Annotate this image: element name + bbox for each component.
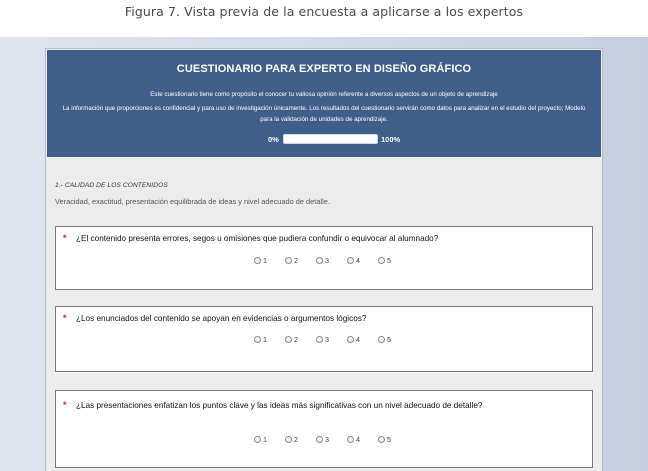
rating-option[interactable]: 5: [378, 256, 402, 266]
question-text-1: ¿El contenido presenta errores, segos u omisiones que pudiera confundir o equivocar al alumnado?: [76, 234, 439, 243]
radio-button[interactable]: [378, 336, 385, 343]
rating-option[interactable]: 5: [378, 435, 402, 445]
required-marker: *: [63, 313, 67, 323]
survey-intro-line-2: La información que proporciones es confidencial y para uso de investigación únicamente. Los resultados del cuestionario servirán como datos para analizar en el estudio del proyecto; Modelo: [62, 105, 586, 112]
rating-option[interactable]: 3: [316, 435, 340, 445]
rating-option[interactable]: 5: [378, 335, 402, 345]
rating-option[interactable]: 2: [285, 435, 309, 445]
section-title: 1.- CALIDAD DE LOS CONTENIDOS: [55, 182, 168, 189]
survey-intro-line-3: para la validación de unidades de aprendizaje.: [260, 116, 388, 123]
question-card-2: [55, 306, 593, 372]
rating-option[interactable]: 1: [254, 256, 278, 266]
rating-option[interactable]: 1: [254, 435, 278, 445]
rating-option[interactable]: 4: [347, 335, 371, 345]
figure-caption: Figura 7. Vista previa de la encuesta a aplicarse a los expertos: [124, 4, 524, 19]
section-description: Veracidad, exactitud, presentación equilibrada de ideas y nivel adecuado de detalle.: [55, 197, 330, 206]
question-card-3: [55, 390, 593, 468]
radio-button[interactable]: [378, 436, 385, 443]
rating-option[interactable]: 3: [316, 335, 340, 345]
rating-option[interactable]: 4: [347, 435, 371, 445]
question-card-1: [55, 226, 593, 290]
radio-button[interactable]: [285, 436, 292, 443]
progress-bar: [283, 134, 378, 144]
progress-end-label: 100%: [381, 135, 401, 144]
radio-button[interactable]: [347, 336, 354, 343]
question-text-3: ¿Las presentaciones enfatizan los puntos clave y las ideas más significativas con un nivel adecuado de detalle?: [76, 401, 483, 410]
rating-option[interactable]: 1: [254, 335, 278, 345]
required-marker: *: [63, 233, 67, 243]
radio-button[interactable]: [254, 436, 261, 443]
survey-title: CUESTIONARIO PARA EXPERTO EN DISEÑO GRÁFICO: [176, 63, 472, 75]
rating-option[interactable]: 2: [285, 256, 309, 266]
radio-button[interactable]: [316, 336, 323, 343]
radio-button[interactable]: [378, 257, 385, 264]
radio-button[interactable]: [285, 336, 292, 343]
radio-button[interactable]: [316, 257, 323, 264]
progress-indicator: [47, 134, 601, 145]
rating-option[interactable]: 4: [347, 256, 371, 266]
browser-background: [0, 37, 648, 471]
question-text-2: ¿Los enunciados del contenido se apoyan en evidencias o argumentos lógicos?: [76, 314, 367, 323]
rating-option[interactable]: 3: [316, 256, 340, 266]
survey-form: [45, 48, 603, 471]
rating-option[interactable]: 2: [285, 335, 309, 345]
survey-header: [47, 50, 601, 157]
progress-start-label: 0%: [268, 135, 279, 144]
radio-button[interactable]: [347, 436, 354, 443]
radio-button[interactable]: [316, 436, 323, 443]
radio-button[interactable]: [347, 257, 354, 264]
radio-button[interactable]: [254, 336, 261, 343]
radio-button[interactable]: [285, 257, 292, 264]
required-marker: *: [63, 400, 67, 410]
radio-button[interactable]: [254, 257, 261, 264]
survey-intro-line-1: Este cuestionario tiene como propósito el conocer tu valiosa opinión referente a diversos aspectos de un objeto de aprendizaje: [150, 91, 498, 98]
